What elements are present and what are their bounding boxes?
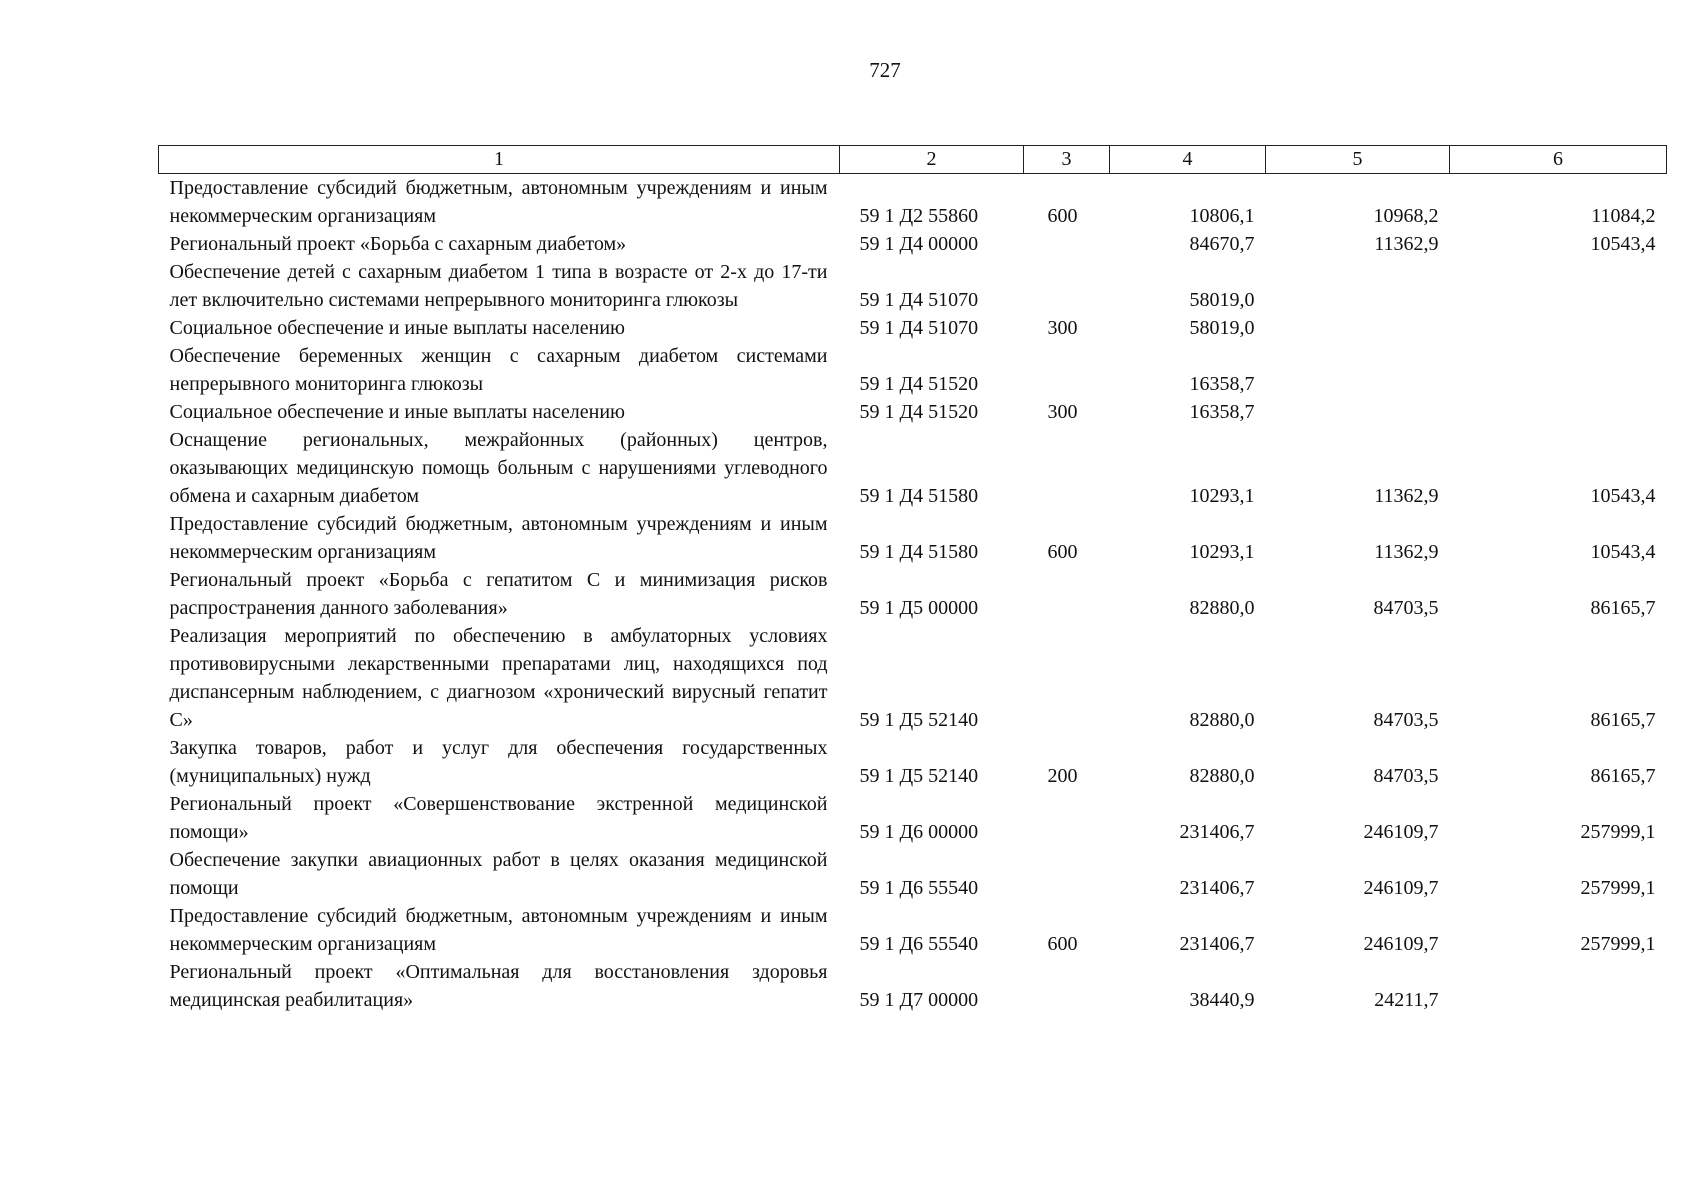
row-value-6-cell: 257999,1 [1580, 933, 1656, 955]
row-code-cell: 59 1 Д4 00000 [859, 233, 979, 255]
table-row [159, 230, 1667, 258]
row-name-cell: Социальное обеспечение и иные выплаты населению [169, 401, 625, 423]
row-type-cell: 600 [1047, 541, 1078, 563]
table-header-row [159, 146, 1667, 174]
row-value-4-cell: 231406,7 [1179, 933, 1255, 955]
row-value-5-cell: 246109,7 [1363, 877, 1439, 899]
row-value-4-cell: 38440,9 [1189, 989, 1255, 1011]
header-cell: 6 [1450, 146, 1667, 174]
row-name-cell: Обеспечение беременных женщин с сахарным диабетом системами непрерывного мониторинга глюкозы [169, 345, 828, 395]
row-value-4-cell: 231406,7 [1179, 877, 1255, 899]
row-code-cell: 59 1 Д4 51580 [859, 541, 979, 563]
row-type-cell [1024, 230, 1110, 258]
row-code-cell: 59 1 Д4 51580 [859, 485, 979, 507]
row-code-cell: 59 1 Д5 52140 [859, 765, 979, 787]
row-value-5-cell: 10968,2 [1373, 205, 1439, 227]
row-value-5-cell [1266, 398, 1450, 426]
table-row [159, 958, 1667, 1014]
row-value-5-cell [1266, 314, 1450, 342]
row-code-cell: 59 1 Д4 51070 [859, 289, 979, 311]
budget-table [158, 145, 1667, 1014]
row-value-5-cell: 246109,7 [1363, 933, 1439, 955]
row-value-6-cell: 257999,1 [1580, 877, 1656, 899]
row-type-cell [1024, 342, 1110, 398]
row-name-cell: Предоставление субсидий бюджетным, автономным учреждениям и иным некоммерческим организациям [169, 177, 828, 227]
row-code-cell: 59 1 Д6 55540 [859, 933, 979, 955]
table-row [159, 566, 1667, 622]
row-value-6-cell: 10543,4 [1590, 233, 1656, 255]
row-value-4-cell: 231406,7 [1179, 821, 1255, 843]
table-row [159, 342, 1667, 398]
row-code-cell: 59 1 Д4 51520 [859, 373, 979, 395]
row-type-cell: 300 [1047, 401, 1078, 423]
row-value-5-cell: 84703,5 [1373, 765, 1439, 787]
table-row [159, 846, 1667, 902]
row-type-cell: 300 [1047, 317, 1078, 339]
row-value-6-cell [1450, 342, 1667, 398]
row-code-cell: 59 1 Д6 55540 [859, 877, 979, 899]
row-type-cell: 600 [1047, 205, 1078, 227]
table-row [159, 258, 1667, 314]
page-number: 727 [869, 58, 901, 82]
row-value-5-cell: 11362,9 [1374, 233, 1439, 255]
row-name-cell: Обеспечение детей с сахарным диабетом 1 типа в возрасте от 2-х до 17-ти лет включительно системами непрерывного мониторинга глюкозы [169, 261, 828, 311]
row-value-6-cell [1450, 958, 1667, 1014]
table-row [159, 398, 1667, 426]
row-name-cell: Региональный проект «Совершенствование экстренной медицинской помощи» [169, 793, 828, 843]
row-code-cell: 59 1 Д5 00000 [859, 597, 979, 619]
table-row [159, 734, 1667, 790]
row-value-4-cell: 82880,0 [1189, 597, 1255, 619]
row-value-6-cell: 10543,4 [1590, 485, 1656, 507]
table-row [159, 902, 1667, 958]
row-value-6-cell [1450, 398, 1667, 426]
row-value-4-cell: 10293,1 [1189, 541, 1255, 563]
row-code-cell: 59 1 Д5 52140 [859, 709, 979, 731]
row-value-6-cell [1450, 258, 1667, 314]
row-type-cell [1024, 258, 1110, 314]
row-name-cell: Социальное обеспечение и иные выплаты населению [169, 317, 625, 339]
row-code-cell: 59 1 Д4 51520 [859, 401, 979, 423]
row-value-4-cell: 16358,7 [1189, 401, 1255, 423]
row-value-4-cell: 82880,0 [1189, 709, 1255, 731]
row-name-cell: Региональный проект «Борьба с гепатитом С и минимизация рисков распространения данного заболевания» [169, 569, 828, 619]
row-value-6-cell: 86165,7 [1590, 765, 1656, 787]
row-value-6-cell: 10543,4 [1590, 541, 1656, 563]
row-value-4-cell: 10293,1 [1189, 485, 1255, 507]
row-name-cell: Реализация мероприятий по обеспечению в амбулаторных условиях противовирусными лекарственными препаратами лиц, находящихся под диспансерным наблюдением, с диагнозом «хронический вирусный гепатит С» [169, 625, 828, 731]
row-value-6-cell [1450, 314, 1667, 342]
row-value-5-cell [1266, 342, 1450, 398]
header-cell: 3 [1024, 146, 1110, 174]
row-type-cell: 600 [1047, 933, 1078, 955]
row-name-cell: Обеспечение закупки авиационных работ в целях оказания медицинской помощи [169, 849, 828, 899]
row-value-6-cell: 257999,1 [1580, 821, 1656, 843]
row-type-cell [1024, 622, 1110, 734]
row-type-cell [1024, 566, 1110, 622]
row-name-cell: Региональный проект «Оптимальная для восстановления здоровья медицинская реабилитация» [169, 961, 828, 1011]
row-value-4-cell: 10806,1 [1189, 205, 1255, 227]
table-row [159, 426, 1667, 510]
table-row [159, 510, 1667, 566]
row-value-5-cell: 24211,7 [1374, 989, 1439, 1011]
row-value-4-cell: 58019,0 [1189, 289, 1255, 311]
table-row [159, 790, 1667, 846]
row-value-5-cell [1266, 258, 1450, 314]
row-name-cell: Предоставление субсидий бюджетным, автономным учреждениям и иным некоммерческим организациям [169, 905, 828, 955]
row-value-4-cell: 82880,0 [1189, 765, 1255, 787]
table-body [159, 174, 1667, 1015]
row-name-cell: Закупка товаров, работ и услуг для обеспечения государственных (муниципальных) нужд [169, 737, 828, 787]
row-type-cell [1024, 958, 1110, 1014]
row-value-5-cell: 246109,7 [1363, 821, 1439, 843]
row-value-5-cell: 11362,9 [1374, 541, 1439, 563]
row-code-cell: 59 1 Д2 55860 [859, 205, 979, 227]
row-value-4-cell: 84670,7 [1189, 233, 1255, 255]
row-value-4-cell: 16358,7 [1189, 373, 1255, 395]
row-value-5-cell: 84703,5 [1373, 597, 1439, 619]
row-value-4-cell: 58019,0 [1189, 317, 1255, 339]
header-cell: 2 [840, 146, 1024, 174]
row-value-5-cell: 84703,5 [1373, 709, 1439, 731]
row-type-cell [1024, 846, 1110, 902]
row-code-cell: 59 1 Д7 00000 [859, 989, 979, 1011]
row-name-cell: Предоставление субсидий бюджетным, автономным учреждениям и иным некоммерческим организациям [169, 513, 828, 563]
table-row [159, 314, 1667, 342]
table-row [159, 622, 1667, 734]
row-value-5-cell: 11362,9 [1374, 485, 1439, 507]
row-name-cell: Оснащение региональных, межрайонных (районных) центров, оказывающих медицинскую помощь больным с нарушениями углеводного обмена и сахарным диабетом [169, 429, 828, 507]
header-cell: 5 [1266, 146, 1450, 174]
row-value-6-cell: 86165,7 [1590, 597, 1656, 619]
row-type-cell: 200 [1047, 765, 1078, 787]
header-cell: 4 [1110, 146, 1266, 174]
row-value-6-cell: 86165,7 [1590, 709, 1656, 731]
row-code-cell: 59 1 Д6 00000 [859, 821, 979, 843]
row-value-6-cell: 11084,2 [1591, 205, 1656, 227]
row-code-cell: 59 1 Д4 51070 [859, 317, 979, 339]
row-name-cell: Региональный проект «Борьба с сахарным диабетом» [169, 233, 627, 255]
header-cell: 1 [159, 146, 840, 174]
row-type-cell [1024, 790, 1110, 846]
row-type-cell [1024, 426, 1110, 510]
table-row [159, 174, 1667, 231]
